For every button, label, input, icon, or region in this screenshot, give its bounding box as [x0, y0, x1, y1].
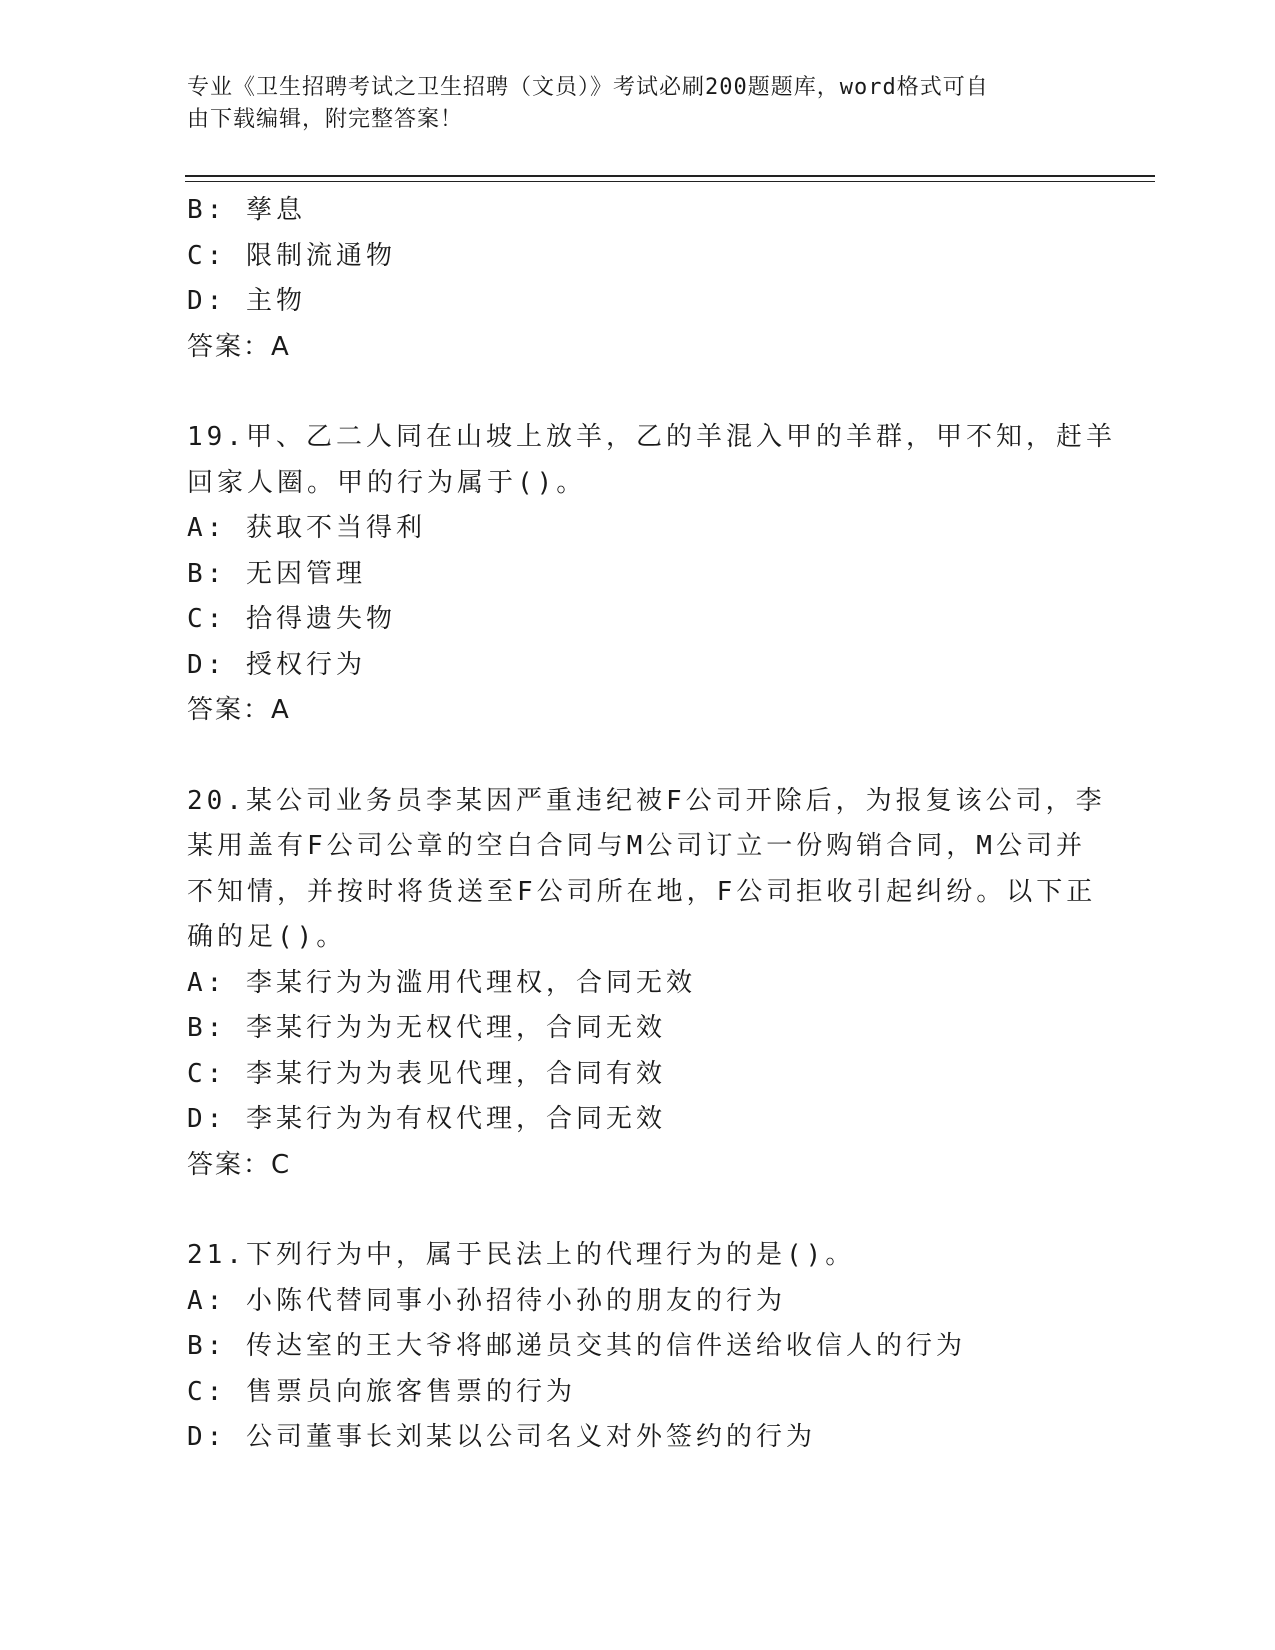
question-text-line: 19.甲、乙二人同在山坡上放羊，乙的羊混入甲的羊群，甲不知，赶羊 — [187, 422, 1116, 452]
question-block-18 — [187, 188, 1087, 370]
spacer — [187, 734, 1087, 779]
option-d: D: 公司董事长刘某以公司名义对外签约的行为 — [187, 1422, 816, 1452]
header-divider-thin — [185, 181, 1155, 182]
option-b: B: 孳息 — [187, 195, 306, 225]
question-list — [187, 188, 1116, 1461]
option-c: C: 李某行为为表见代理，合同有效 — [187, 1058, 666, 1089]
question-text-line: 21.下列行为中，属于民法上的代理行为的是()。 — [187, 1240, 856, 1270]
question-text-line: 某用盖有F公司公章的空白合同与M公司订立一份购销合同，M公司并 — [187, 831, 1086, 861]
question-block-19 — [187, 415, 1116, 734]
option-d: D: 李某行为为有权代理，合同无效 — [187, 1104, 666, 1134]
option-c: C: 售票员向旅客售票的行为 — [187, 1376, 576, 1407]
answer-line: 答案：A — [187, 331, 291, 362]
option-b: B: 李某行为为无权代理，合同无效 — [187, 1013, 666, 1043]
question-text-line: 确的足()。 — [187, 922, 347, 952]
question-text-line: 不知情，并按时将货送至F公司所在地，F公司拒收引起纠纷。以下正 — [187, 876, 1097, 907]
header-divider-thick — [185, 175, 1155, 177]
option-b: B: 传达室的王大爷将邮递员交其的信件送给收信人的行为 — [187, 1331, 966, 1361]
header-line-1: 专业《卫生招聘考试之卫生招聘（文员）》考试必刷200题题库，word格式可自 — [187, 75, 989, 100]
question-text-line: 20.某公司业务员李某因严重违纪被F公司开除后，为报复该公司，李 — [187, 785, 1106, 816]
spacer — [187, 370, 1087, 415]
option-b: B: 无因管理 — [187, 558, 366, 589]
question-text-line: 回家人圈。甲的行为属于()。 — [187, 467, 587, 498]
answer-line: 答案：C — [187, 1149, 292, 1180]
option-c: C: 限制流通物 — [187, 240, 396, 271]
answer-line: 答案：A — [187, 695, 291, 725]
option-c: C: 拾得遗失物 — [187, 604, 396, 634]
header-line-2: 由下载编辑，附完整答案！ — [187, 107, 464, 132]
option-d: D: 主物 — [187, 286, 306, 316]
question-block-20 — [187, 779, 1106, 1189]
option-a: A: 李某行为为滥用代理权，合同无效 — [187, 967, 696, 998]
option-a: A: 小陈代替同事小孙招待小孙的朋友的行为 — [187, 1285, 786, 1316]
option-a: A: 获取不当得利 — [187, 513, 426, 543]
option-d: D: 授权行为 — [187, 649, 366, 680]
spacer — [187, 1188, 1087, 1233]
question-block-21 — [187, 1233, 1087, 1461]
document-header — [187, 72, 1067, 136]
